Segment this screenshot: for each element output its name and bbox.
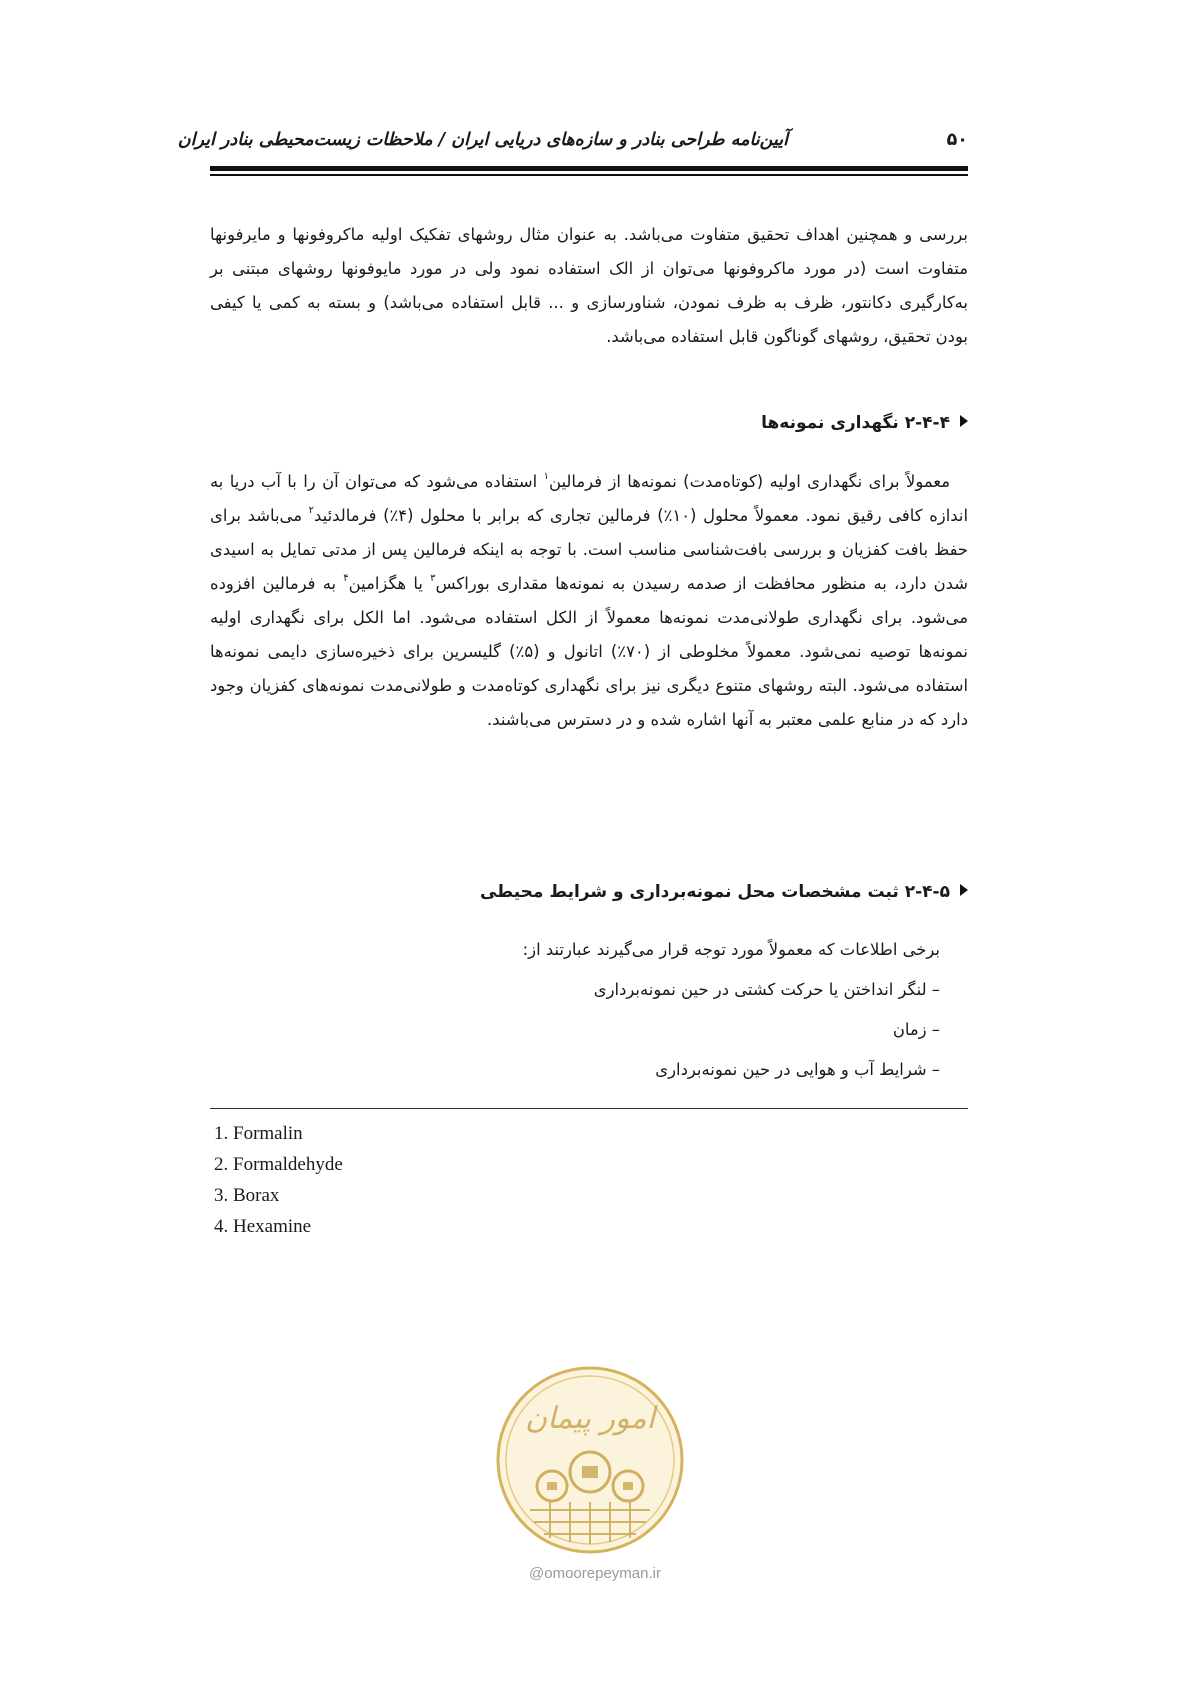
- header-rule-thin: [210, 174, 968, 176]
- page-number: ۵۰: [946, 130, 968, 150]
- footnote: 1. Formalin: [214, 1123, 303, 1144]
- footnote: 2. Formaldehyde: [214, 1154, 343, 1175]
- text-run: استفاده می‌شود که می‌توان آن را با آب دریا به اندازه کافی رقیق نمود. معمولاً محلول (۱۰٪) فرمالین تجاری که برابر با محلول (۴٪) فرمالدئید: [210, 472, 968, 525]
- footnote-ref: ۲: [308, 505, 315, 516]
- text-run: معمولاً برای نگهداری اولیه (کوتاه‌مدت) نمونه‌ها از فرمالین: [548, 472, 950, 491]
- text-run: یا هگزامین: [348, 574, 431, 593]
- footnotes: [214, 1118, 343, 1242]
- section-heading-site-conditions: [480, 882, 968, 902]
- conditions-list: [523, 930, 940, 1090]
- text-run: می‌باشد برای حفظ بافت کفزیان و بررسی بافت‌شناسی مناسب است. با توجه به اینکه فرمالین پس از مدتی تمایل به اسیدی شدن دارد، به منظور محافظت از صدمه رسیدن به نمونه‌ها مقداری بوراکس: [210, 506, 968, 593]
- list-item: – شرایط آب و هوایی در حین نمونه‌برداری: [655, 1060, 940, 1079]
- section-heading-text: ۲-۴-۵ ثبت مشخصات محل نمونه‌برداری و شرایط محیطی: [479, 882, 950, 902]
- section-heading-sample-preservation: [761, 413, 968, 433]
- footnote-ref: ۴: [343, 573, 349, 584]
- footnote: 3. Borax: [214, 1185, 280, 1206]
- footnote: 4. Hexamine: [214, 1216, 312, 1237]
- footnote-ref: ۳: [430, 573, 436, 584]
- intro-paragraph: بررسی و همچنین اهداف تحقیق متفاوت می‌باشد. به عنوان مثال روشهای تفکیک اولیه ماکروفونها و مایرفونها متفاوت است (در مورد ماکروفونها می‌توان از الک استفاده نمود ولی در مورد مایوفونها روشهای مبتنی بر به‌کارگیری دکانتور، ظرف به ظرف نمودن، شناورسازی و ... قابل استفاده می‌باشد) و بسته به کمی یا کیفی بودن تحقیق، روشهای گوناگون قابل استفاده می‌باشد.: [210, 225, 968, 346]
- watermark-url: @omoorepeyman.ir: [529, 1565, 661, 1582]
- list-item: – لنگر انداختن یا حرکت کشتی در حین نمونه‌برداری: [593, 980, 940, 999]
- running-title: آیین‌نامه طراحی بنادر و سازه‌های دریایی ایران / ملاحظات زیست‌محیطی بنادر ایران: [177, 130, 788, 150]
- preservation-paragraph: [210, 465, 968, 737]
- header-rule-thick: [210, 166, 968, 171]
- footnote-separator: [210, 1108, 968, 1109]
- list-item: – زمان: [892, 1020, 940, 1039]
- footnote-ref: ۱: [543, 471, 549, 482]
- list-intro: برخی اطلاعات که معمولاً مورد توجه قرار می‌گیرند عبارتند از:: [522, 940, 940, 959]
- watermark-logo-text: امور پیمان: [525, 1401, 655, 1436]
- page-header: [177, 128, 968, 164]
- triangle-bullet-icon: [960, 415, 968, 427]
- triangle-bullet-icon: [960, 884, 968, 896]
- text-run: به فرمالین افزوده می‌شود. برای نگهداری طولانی‌مدت نمونه‌ها معمولاً از الکل استفاده می‌شود. اما الکل برای نگهداری اولیه نمونه‌ها توصیه نمی‌شود. معمولاً مخلوطی از (۷۰٪) اتانول و (۵٪) گلیسرین برای ذخیره‌سازی دایمی نمونه‌ها استفاده می‌شود. البته روشهای متنوع دیگری نیز برای نگهداری کوتاه‌مدت و طولانی‌مدت نمونه‌های کفزیان وجود دارد که در منابع علمی معتبر به آنها اشاره شده و در دسترس می‌باشند.: [210, 574, 968, 729]
- section-heading-text: ۲-۴-۴ نگهداری نمونه‌ها: [761, 413, 950, 433]
- watermark-logo-icon: [490, 1360, 690, 1560]
